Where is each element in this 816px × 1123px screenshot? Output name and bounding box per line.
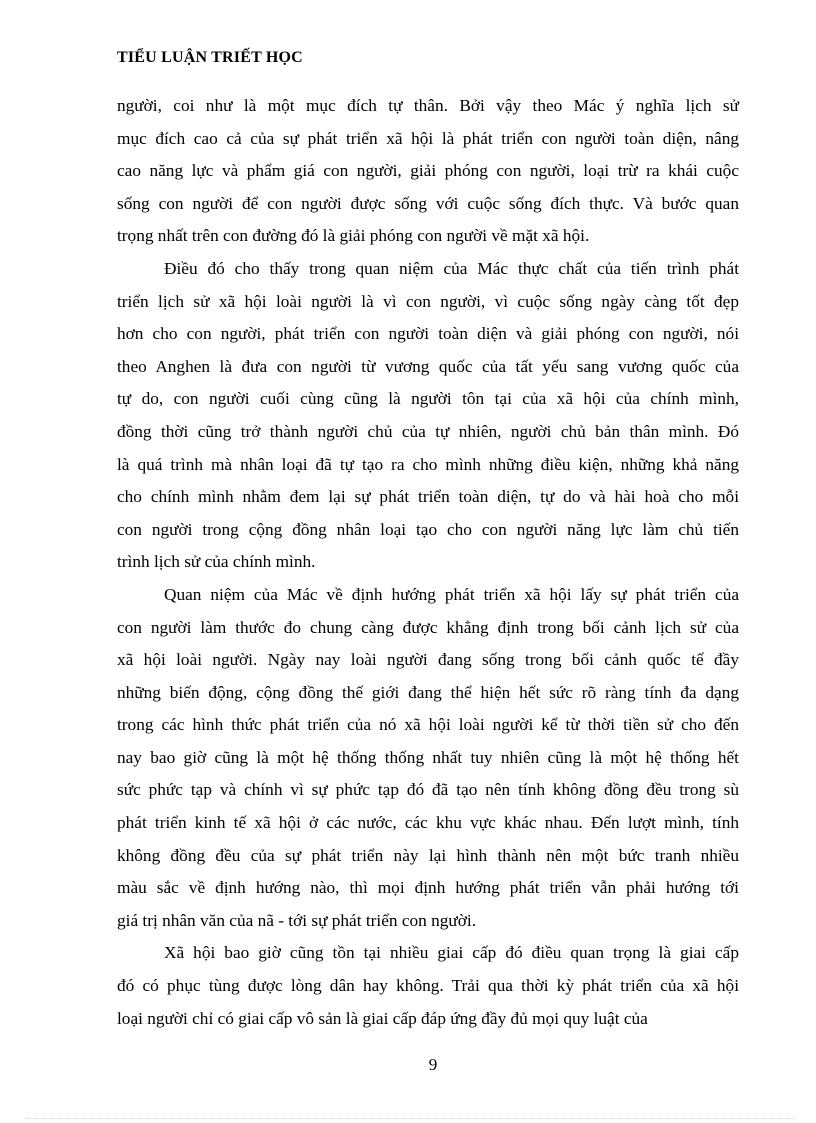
text-line: không đồng đều của sự phát triển này lại hình thành nên một bức tranh nhiều [117, 845, 739, 865]
paragraph [117, 937, 739, 1035]
text-line: trọng nhất trên con đường đó là giải phóng con người về mặt xã hội. [117, 226, 590, 246]
document-header-title: TIỂU LUẬN TRIẾT HỌC [117, 49, 303, 66]
text-line: giá trị nhân văn của nã - tới sự phát triển con người. [117, 910, 477, 930]
text-line: nay bao giờ cũng là một hệ thống thống nhất tuy nhiên cũng là một hệ thống hết [117, 747, 739, 767]
text-line: mục đích cao cả của sự phát triển xã hội là phát triển con người toàn diện, nâng [117, 128, 739, 148]
text-line: đồng thời cũng trở thành người chủ của tự nhiên, người chủ bản thân mình. Đó [117, 421, 739, 441]
text-line: Xã hội bao giờ cũng tồn tại nhiều giai cấp đó điều quan trọng là giai cấp [164, 943, 739, 963]
text-line: phát triển kinh tế xã hội ở các nước, các khu vực khác nhau. Đến lượt mình, tính [117, 813, 739, 833]
text-line: những biến động, cộng đồng thế giới đang thể hiện hết sức rõ ràng tính đa dạng [117, 682, 739, 702]
text-line: hơn cho con người, phát triển con người toàn diện và giải phóng con người, nói [117, 324, 739, 344]
text-line: tự do, con người cuối cùng cũng là người tôn tại của xã hội của chính mình, [117, 389, 739, 409]
page-bottom-border [25, 1118, 795, 1119]
text-line: cho chính mình nhằm đem lại sự phát triển toàn diện, tự do và hài hoà cho mỗi [117, 487, 739, 507]
text-line: là quá trình mà nhân loại đã tự tạo ra cho mình những điều kiện, những khả năng [117, 454, 739, 474]
text-line: đó có phục tùng được lòng dân hay không. Trải qua thời kỳ phát triển của xã hội [117, 976, 739, 996]
text-line: con người trong cộng đồng nhân loại tạo cho con người năng lực làm chủ tiến [117, 519, 739, 539]
paragraph [117, 253, 739, 579]
text-line: triển lịch sử xã hội loài người là vì con người, vì cuộc sống ngày càng tốt đẹp [117, 291, 739, 311]
text-line: cao năng lực và phẩm giá con người, giải phóng con người, loại trừ ra khái cuộc [117, 161, 739, 181]
paragraph [117, 90, 739, 253]
text-line: sống con người để con người được sống với cuộc sống đích thực. Và bước quan [117, 193, 739, 213]
document-body [117, 90, 739, 1035]
text-line: màu sắc về định hướng nào, thì mọi định hướng phát triển vẫn phải hướng tới [117, 878, 739, 898]
text-line: Điều đó cho thấy trong quan niệm của Mác thực chất của tiến trình phát [164, 258, 739, 278]
text-line: trong các hình thức phát triển của nó xã hội loài người kể từ thời tiền sử cho đến [117, 715, 739, 735]
text-line: xã hội loài người. Ngày nay loài người đang sống trong bối cảnh quốc tế đầy [117, 650, 739, 670]
text-line: theo Anghen là đưa con người từ vương quốc của tất yếu sang vương quốc của [117, 356, 739, 376]
text-line: loại người chỉ có giai cấp vô sản là giai cấp đáp ứng đầy đủ mọi quy luật của [117, 1008, 648, 1028]
text-line: Quan niệm của Mác về định hướng phát triển xã hội lấy sự phát triển của [164, 584, 739, 604]
text-line: sức phức tạp và chính vì sự phức tạp đó đã tạo nên tính không đồng đều trong sù [117, 780, 739, 800]
text-line: con người làm thước đo chung càng được khẳng định trong bối cảnh lịch sử của [117, 617, 739, 637]
text-line: người, coi như là một mục đích tự thân. Bởi vậy theo Mác ý nghĩa lịch sử [117, 96, 739, 115]
page-number: 9 [428, 1055, 438, 1074]
paragraph [117, 579, 739, 938]
text-line: trình lịch sử của chính mình. [117, 552, 316, 572]
